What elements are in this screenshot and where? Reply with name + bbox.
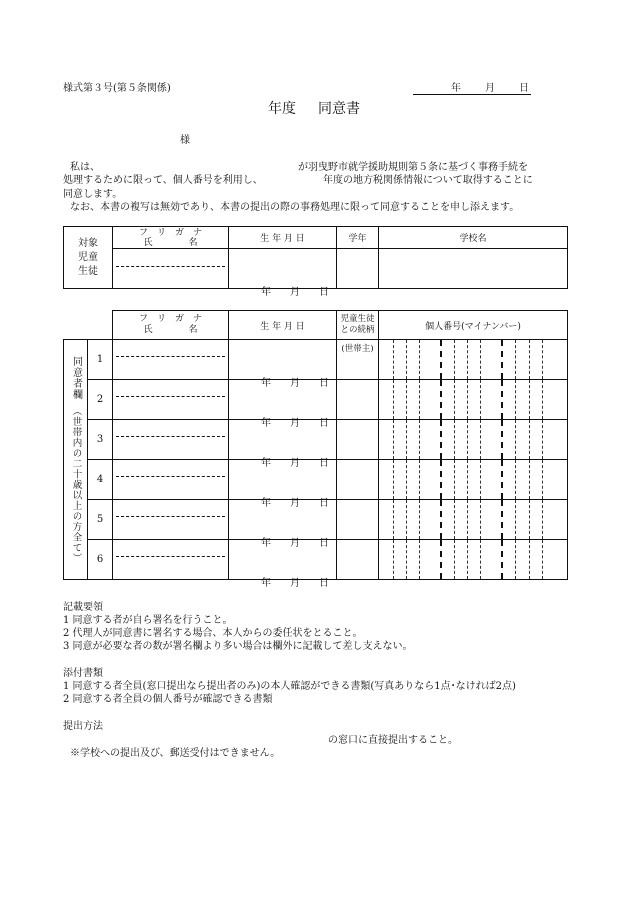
digit-divider: [515, 540, 516, 579]
consenter-birthdate-field[interactable]: [229, 380, 337, 429]
consent-row: [64, 540, 568, 580]
title-nendo: 年度: [268, 101, 296, 117]
relation-field[interactable]: [337, 460, 379, 500]
form-number: 様式第３号(第５条関係): [63, 83, 171, 94]
digit-divider: [529, 500, 530, 539]
note-item-3: 3 同意が必要な者の数が署名欄より多い場合は欄外に記載して差し支えない。: [63, 641, 413, 652]
digit-divider: [393, 380, 394, 419]
digit-divider: [440, 500, 442, 539]
digit-divider: [501, 420, 503, 459]
digit-divider: [419, 460, 420, 499]
digit-divider: [542, 460, 543, 499]
day-label: 日: [319, 578, 329, 589]
attachment-item-2: 2 同意する者全員の個人番号が確認できる書類: [63, 694, 273, 705]
row-number: 6: [88, 540, 113, 580]
student-table: [63, 226, 568, 298]
month-label: 月: [290, 498, 300, 509]
digit-divider: [467, 540, 468, 579]
birthdate-header: 生 年 月 日: [229, 227, 337, 249]
consenter-birthdate-field[interactable]: [229, 340, 337, 389]
body-line1-suffix: が羽曳野市就学援助規則第５条に基づく事務手続を: [298, 162, 528, 173]
digit-divider: [440, 540, 442, 579]
row-number: 2: [88, 380, 113, 420]
digit-divider: [501, 460, 503, 499]
relation-label-1: 児童生徒: [340, 314, 375, 324]
digit-divider: [393, 460, 394, 499]
month-label: 月: [290, 287, 300, 298]
consenter-birthdate-field[interactable]: [229, 500, 337, 549]
note-item-2: 2 代理人が同意書に署名する場合、本人からの委任状をとること。: [63, 628, 363, 639]
note-item-1: 1 同意する者が自ら署名を行うこと。: [63, 615, 233, 626]
digit-divider: [454, 380, 455, 419]
consent-row: [64, 420, 568, 460]
consenter-name-field[interactable]: [113, 460, 229, 500]
digit-divider: [515, 420, 516, 459]
digit-divider: [467, 420, 468, 459]
date-year: 年: [451, 83, 461, 94]
student-birthdate-field[interactable]: [229, 249, 337, 298]
consent-side-label: [64, 340, 88, 580]
day-label: 日: [319, 287, 329, 298]
addressee-suffix: 様: [180, 135, 190, 146]
relation-header: [337, 311, 379, 340]
consenter-name-field[interactable]: [113, 380, 229, 420]
consenter-name-field[interactable]: [113, 500, 229, 540]
date-underline: [413, 82, 531, 95]
digit-divider: [501, 380, 503, 419]
digit-divider: [529, 460, 530, 499]
body-line2-suffix: 年度の地方税関係情報について取得することに: [323, 175, 533, 186]
digit-divider: [454, 420, 455, 459]
digit-divider: [419, 340, 420, 379]
digit-divider: [480, 380, 481, 419]
digit-divider: [529, 340, 530, 379]
row-number: 1: [88, 340, 113, 380]
body-line4: なお、本書の複写は無効であり、本書の提出の際の事務処理に限って同意することを申し添えます。: [70, 202, 520, 213]
digit-divider: [480, 460, 481, 499]
month-label: 月: [290, 538, 300, 549]
digit-divider: [501, 340, 503, 379]
body-line1-prefix: 私は、: [70, 162, 100, 173]
furigana-label: フ リ ガ ナ: [138, 314, 202, 324]
digit-divider: [467, 500, 468, 539]
my-number-field[interactable]: [379, 460, 568, 500]
consent-row: [64, 500, 568, 540]
year-label: 年: [261, 498, 271, 509]
consenter-name-field[interactable]: [113, 540, 229, 580]
consenter-name-field[interactable]: [113, 420, 229, 460]
date-day: 日: [519, 83, 529, 94]
digit-divider: [480, 540, 481, 579]
year-label: 年: [261, 287, 271, 298]
submission-line1: の窓口に直接提出すること。: [328, 735, 458, 746]
consent-name-header: [113, 311, 229, 340]
grade-header: 学年: [337, 227, 379, 249]
my-number-field[interactable]: [379, 380, 568, 420]
digit-divider: [406, 340, 407, 379]
notes-heading: 記載要領: [63, 602, 103, 613]
digit-divider: [440, 380, 442, 419]
digit-divider: [440, 460, 442, 499]
digit-divider: [454, 460, 455, 499]
empty-corner: [64, 311, 113, 340]
row-number: 4: [88, 460, 113, 500]
digit-divider: [542, 540, 543, 579]
month-label: 月: [290, 418, 300, 429]
digit-divider: [480, 420, 481, 459]
submission-heading: 提出方法: [63, 721, 103, 732]
month-label: 月: [290, 578, 300, 589]
digit-divider: [454, 540, 455, 579]
digit-divider: [406, 420, 407, 459]
year-label: 年: [261, 378, 271, 389]
my-number-header: 個人番号(マイナンバー): [379, 311, 568, 340]
side-note: ︵世帯内の二十歳以上の方全て︶: [70, 405, 82, 564]
page-title: 同意書: [318, 101, 360, 117]
digit-divider: [419, 540, 420, 579]
digit-divider: [406, 380, 407, 419]
consent-row: [64, 380, 568, 420]
student-name-field[interactable]: [113, 249, 229, 289]
consent-row: [64, 460, 568, 500]
digit-divider: [501, 540, 503, 579]
student-school-field[interactable]: [379, 249, 568, 289]
digit-divider: [542, 380, 543, 419]
digit-divider: [480, 340, 481, 379]
consenter-name-field[interactable]: [113, 340, 229, 380]
target-student-label: [64, 227, 113, 289]
consent-table: [63, 310, 568, 589]
digit-divider: [419, 500, 420, 539]
digit-divider: [393, 420, 394, 459]
month-label: 月: [290, 378, 300, 389]
day-label: 日: [319, 458, 329, 469]
digit-divider: [542, 420, 543, 459]
student-name-header: [113, 227, 229, 249]
name-label: 氏 名: [143, 237, 198, 248]
digit-divider: [501, 500, 503, 539]
attachment-item-1: 1 同意する者全員(窓口提出なら提出者のみ)の本人確認ができる書類(写真ありなら1点･なければ2点): [63, 681, 516, 692]
head-of-household-label: (世帯主): [341, 344, 374, 354]
day-label: 日: [319, 498, 329, 509]
year-label: 年: [261, 578, 271, 589]
digit-divider: [454, 340, 455, 379]
consenter-birthdate-field[interactable]: [229, 540, 337, 589]
body-line3: 同意します。: [63, 189, 123, 200]
relation-field[interactable]: [337, 380, 379, 420]
year-label: 年: [261, 458, 271, 469]
digit-divider: [393, 540, 394, 579]
day-label: 日: [319, 378, 329, 389]
digit-divider: [406, 460, 407, 499]
relation-label-2: との続柄: [340, 325, 375, 335]
row-number: 3: [88, 420, 113, 460]
name-label: 氏 名: [143, 325, 198, 335]
digit-divider: [467, 380, 468, 419]
digit-divider: [440, 340, 442, 379]
consent-row: [64, 340, 568, 380]
row-number: 5: [88, 500, 113, 540]
digit-divider: [515, 380, 516, 419]
digit-divider: [480, 500, 481, 539]
attachments-heading: 添付書類: [63, 668, 103, 679]
furigana-label: フ リ ガ ナ: [138, 227, 202, 238]
digit-divider: [406, 500, 407, 539]
relation-field[interactable]: [337, 340, 379, 380]
relation-field[interactable]: [337, 420, 379, 460]
digit-divider: [406, 540, 407, 579]
digit-divider: [393, 500, 394, 539]
consenter-birthdate-field[interactable]: [229, 420, 337, 469]
digit-divider: [542, 340, 543, 379]
digit-divider: [419, 420, 420, 459]
digit-divider: [467, 340, 468, 379]
target-label-3: 生徒: [78, 265, 98, 277]
month-label: 月: [290, 458, 300, 469]
date-month: 月: [485, 83, 495, 94]
consenter-birthdate-field[interactable]: [229, 460, 337, 509]
digit-divider: [419, 380, 420, 419]
submission-line2: ※学校への提出及び、郵送受付はできません。: [70, 748, 281, 759]
side-label: 同意者欄: [70, 355, 82, 400]
digit-divider: [515, 500, 516, 539]
digit-divider: [515, 460, 516, 499]
my-number-field[interactable]: [379, 420, 568, 460]
digit-divider: [529, 380, 530, 419]
digit-divider: [393, 340, 394, 379]
school-header: 学校名: [379, 227, 568, 249]
target-label-1: 対象: [78, 237, 98, 249]
digit-divider: [454, 500, 455, 539]
digit-divider: [440, 420, 442, 459]
birthdate-header: 生 年 月 日: [229, 311, 337, 340]
my-number-field[interactable]: [379, 340, 568, 380]
year-label: 年: [261, 538, 271, 549]
my-number-field[interactable]: [379, 540, 568, 580]
day-label: 日: [319, 538, 329, 549]
target-label-2: 児童: [78, 251, 98, 263]
relation-field[interactable]: [337, 540, 379, 580]
digit-divider: [529, 420, 530, 459]
digit-divider: [529, 540, 530, 579]
digit-divider: [515, 340, 516, 379]
my-number-field[interactable]: [379, 500, 568, 540]
day-label: 日: [319, 418, 329, 429]
relation-field[interactable]: [337, 500, 379, 540]
body-line2-prefix: 処理するために限って、個人番号を利用し、: [63, 175, 263, 186]
student-grade-field[interactable]: [337, 249, 379, 289]
digit-divider: [467, 460, 468, 499]
digit-divider: [542, 500, 543, 539]
year-label: 年: [261, 418, 271, 429]
